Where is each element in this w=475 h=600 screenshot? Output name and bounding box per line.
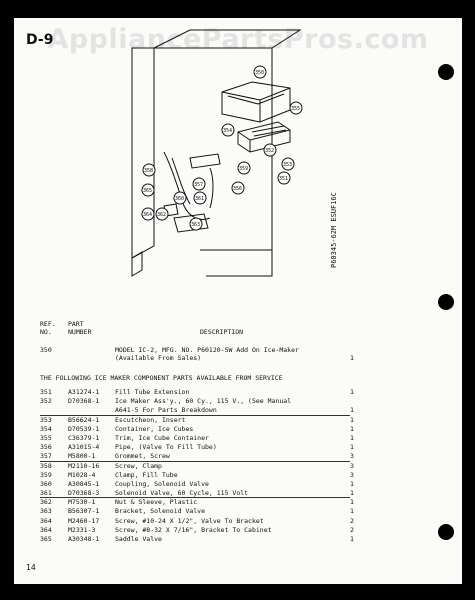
model-qty: 1 (350, 354, 354, 362)
ref-no: 365 (40, 535, 52, 543)
svg-text:354: 354 (223, 128, 233, 134)
part-description: A641-5 For Parts Breakdown (115, 406, 217, 415)
part-qty: 1 (350, 415, 354, 424)
part-number: C36379-1 (68, 433, 100, 442)
svg-text:364: 364 (143, 212, 153, 218)
table-row (40, 415, 354, 425)
part-number: M7530-1 (68, 498, 96, 507)
part-number: A31274-1 (68, 388, 100, 396)
part-qty: 2 (350, 516, 354, 525)
header-part-number: PART NUMBER (68, 320, 92, 336)
part-description: Solenoid Valve, 60 Cycle, 115 Volt (115, 489, 249, 498)
model-desc: MODEL IC-2, MFG. NO. P60120-5W Add On Ice-Maker (Available From Sales) (115, 346, 299, 362)
ref-no: 364 (40, 525, 52, 534)
part-qty: 2 (350, 525, 354, 534)
part-number: M5800-1 (68, 452, 96, 461)
part-qty: 1 (350, 406, 354, 415)
parts-list (40, 388, 354, 544)
model-ref: 350 (40, 346, 52, 354)
ref-no: 359 (40, 470, 52, 479)
table-row (40, 461, 354, 471)
part-description: Saddle Valve (115, 535, 162, 543)
part-number: M1028-4 (68, 470, 96, 479)
part-number: D70368-3 (68, 489, 100, 498)
header-ref: REF. NO. (40, 320, 56, 336)
part-number: D70539-1 (68, 424, 100, 433)
svg-text:350: 350 (255, 70, 265, 76)
service-note: THE FOLLOWING ICE MAKER COMPONENT PARTS AVAILABLE FROM SERVICE (40, 374, 283, 382)
ref-no: 355 (40, 433, 52, 442)
part-number: A30348-1 (68, 535, 100, 543)
part-qty: 1 (350, 479, 354, 488)
table-row (40, 388, 354, 397)
svg-text:357: 357 (194, 182, 204, 188)
binder-hole (438, 294, 454, 310)
part-number: M2331-3 (68, 525, 96, 534)
ref-no: 352 (40, 397, 52, 406)
svg-text:361: 361 (195, 196, 205, 202)
ref-no: 363 (40, 507, 52, 516)
part-description: Bracket, Solenoid Valve (115, 507, 206, 516)
part-qty: 3 (350, 461, 354, 470)
part-qty: 1 (350, 507, 354, 516)
part-description: Screw, #8-32 X 7/16", Bracket To Cabinet (115, 525, 272, 534)
part-description: Container, Ice Cubes (115, 424, 194, 433)
part-number: M2110-16 (68, 461, 100, 470)
ref-no: 364 (40, 516, 52, 525)
svg-text:356: 356 (233, 186, 243, 192)
table-row (40, 433, 354, 443)
svg-text:352: 352 (265, 148, 275, 154)
header-description: DESCRIPTION (200, 328, 244, 336)
table-row (40, 498, 354, 507)
part-qty: 1 (350, 388, 354, 396)
part-number: M2460-17 (68, 516, 100, 525)
table-row (40, 424, 354, 434)
part-description: Nut & Sleeve, Plastic (115, 498, 198, 507)
binder-hole (438, 64, 454, 80)
ref-no: 362 (40, 498, 52, 507)
table-row (40, 525, 354, 535)
svg-text:362: 362 (157, 212, 167, 218)
table-row (40, 452, 354, 461)
part-qty: 1 (350, 433, 354, 442)
svg-text:363: 363 (191, 222, 201, 228)
part-description: Fill Tube Extension (115, 388, 190, 396)
part-description: Screw, Clamp (115, 461, 162, 470)
table-row (40, 406, 354, 415)
ref-no: 354 (40, 424, 52, 433)
part-qty: 1 (350, 535, 354, 543)
page-number: 14 (26, 563, 36, 572)
part-description: Pipe, (Valve To Fill Tube) (115, 443, 217, 452)
svg-text:353: 353 (283, 162, 293, 168)
table-row (40, 479, 354, 489)
table-row (40, 507, 354, 516)
svg-text:358: 358 (144, 168, 154, 174)
binder-hole (438, 524, 454, 540)
table-row (40, 470, 354, 480)
ref-no: 351 (40, 388, 52, 396)
part-number: A31015-4 (68, 443, 100, 452)
table-row (40, 535, 354, 544)
part-number: B56307-1 (68, 507, 100, 516)
svg-text:359: 359 (239, 166, 249, 172)
part-description: Grommet, Screw (115, 452, 170, 461)
part-qty: 3 (350, 452, 354, 461)
ref-no: 361 (40, 489, 52, 498)
part-description: Escutcheon, Insert (115, 415, 186, 424)
part-qty: 3 (350, 470, 354, 479)
parts-catalog-page (14, 18, 462, 584)
model-row (40, 346, 440, 362)
ref-no: 357 (40, 452, 52, 461)
svg-text:360: 360 (175, 196, 185, 202)
part-qty: 1 (350, 424, 354, 433)
ref-no: 356 (40, 443, 52, 452)
part-description: Screw, #10-24 X 1/2", Valve To Bracket (115, 516, 264, 525)
part-number: D70368-1 (68, 397, 100, 406)
part-description: Clamp, Fill Tube (115, 470, 178, 479)
part-qty: 1 (350, 498, 354, 507)
table-row (40, 489, 354, 498)
part-number: B56624-1 (68, 415, 100, 424)
table-row (40, 397, 350, 406)
table-row (40, 516, 354, 526)
svg-text:365: 365 (143, 188, 153, 194)
ref-no: 353 (40, 415, 52, 424)
table-row (40, 443, 354, 452)
page-code: D-9 (26, 32, 54, 48)
watermark: AppliancePartsPros.com (47, 24, 429, 55)
svg-text:355: 355 (291, 106, 301, 112)
part-description: Ice Maker Ass'y., 60 Cy., 115 V., (See Manual (115, 397, 292, 406)
part-number: A30845-1 (68, 479, 100, 488)
svg-text:351: 351 (279, 176, 289, 182)
part-qty: 1 (350, 443, 354, 452)
side-model-code: P60345-62M ESUF16C (330, 192, 338, 268)
part-description: Coupling, Solenoid Valve (115, 479, 209, 488)
ref-no: 360 (40, 479, 52, 488)
part-description: Trim, Ice Cube Container (115, 433, 209, 442)
part-qty: 1 (350, 489, 354, 498)
exploded-parts-diagram (14, 18, 462, 318)
ref-no: 358 (40, 461, 52, 470)
